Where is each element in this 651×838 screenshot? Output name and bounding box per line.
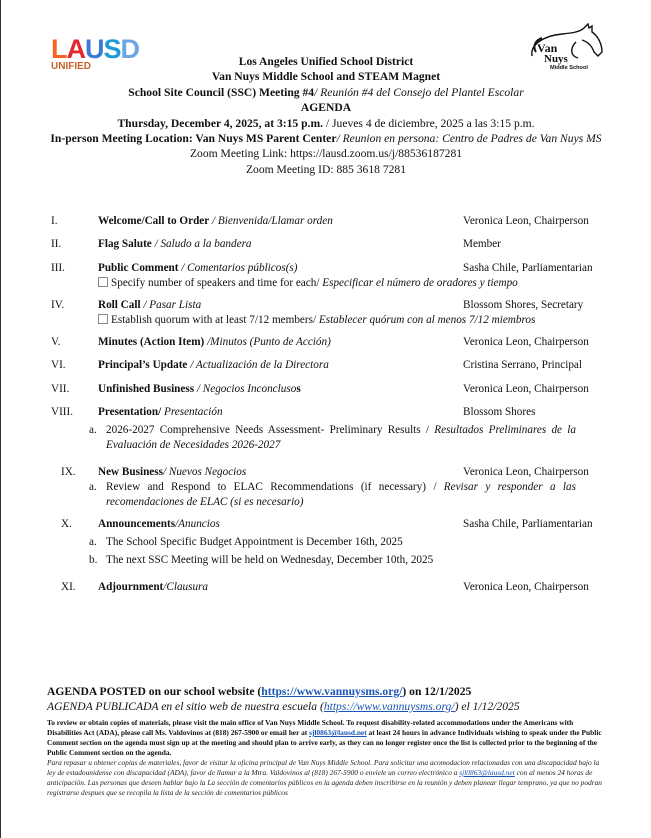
accommodation-notice-en: To review or obtain copies of materials, please visit the main office of Van Nuys Middle School. To request disability-related accommodations under the Americans with Disabilities Act (ADA), please call Ms. Valdovinos at (818) 267-5900 or email her at sjl0863@lausd.net at least 24 hours in advance Individuals wishing to speak under the Public Comment section on the agenda must sign up at the meeting and should plan to arrive early, as they can no longer register once the list is collected prior to the beginning of the Public Comment section on the agenda. bbox=[47, 718, 602, 757]
meeting-title: School Site Council (SSC) Meeting #4/ Reunión #4 del Consejo del Plantel Escolar bbox=[128, 85, 524, 99]
logo-text-nuys: Nuys bbox=[544, 53, 568, 65]
item-title: Adjournment/Clausura bbox=[98, 581, 209, 593]
item-presenter: Veronica Leon, Chairperson bbox=[463, 581, 589, 593]
item-presenter: Sasha Chile, Parliamentarian bbox=[463, 518, 593, 530]
item-presenter: Sasha Chile, Parliamentarian bbox=[463, 262, 593, 274]
item-title: Unfinished Business / Negocios Inconclusos bbox=[98, 383, 301, 395]
item-title: Minutes (Action Item) /Minutos (Punto de Acción) bbox=[98, 336, 331, 348]
item-presenter: Veronica Leon, Chairperson bbox=[463, 215, 589, 227]
zoom-link[interactable]: Zoom Meeting Link: https://lausd.zoom.us/j/88536187281 bbox=[189, 147, 463, 161]
agenda-item bbox=[1, 404, 651, 420]
agenda-posted-en: AGENDA POSTED on our school website (https://www.vannuysms.org/) on 12/1/2025 bbox=[47, 685, 472, 698]
school-website-link[interactable]: https://www.vannuysms.org/ bbox=[261, 685, 403, 698]
item-number: XI. bbox=[61, 581, 76, 593]
agenda-item bbox=[1, 297, 651, 313]
item-number: VII. bbox=[51, 383, 70, 395]
agenda-item bbox=[1, 260, 651, 276]
email-link-es[interactable]: sjl0863@lausd.net bbox=[459, 768, 515, 777]
item-presenter: Cristina Serrano, Principal bbox=[463, 359, 582, 371]
item-title: Roll Call / Pasar Lista bbox=[98, 299, 202, 311]
item-title: Announcements/Anuncios bbox=[98, 518, 220, 530]
item-presenter: Blossom Shores, Secretary bbox=[463, 299, 584, 311]
item-presenter: Veronica Leon, Chairperson bbox=[463, 383, 589, 395]
logo-text-middle-school: Middle School bbox=[550, 65, 588, 71]
document-header bbox=[1, 54, 651, 177]
item-title: Principal’s Update / Actualización de la Directora bbox=[98, 359, 329, 371]
accommodation-notice-es: Para repasar u obtener copias de materiales, favor de visitar la oficina principal de Van Nuys Middle School. Para solicitar una acomodacion relacionadas con una discapacidad bajo la ley de estadounidense con discapacidad (ADA), favor de llamar a la Mtra. Valdovinos al (818) 267-5900 o envíele un correo electrónico a sjl0863@lausd.net con al menos 24 horas de anticipación. Las personas que deseen hablar bajo la La sección de comentarios públicos en la agenda deben inscribirse en la reunión y deben planear llegar temprano, ya que no podran registrarse despues que se recopila la lista de la sección de comentarios públicos bbox=[47, 758, 602, 797]
item-number: III. bbox=[51, 262, 65, 274]
email-link[interactable]: sjl0863@lausd.net bbox=[309, 728, 367, 737]
agenda-item bbox=[1, 381, 651, 397]
item-title: Public Comment / Comentarios públicos(s) bbox=[98, 262, 298, 274]
zoom-id: Zoom Meeting ID: 885 3618 7281 bbox=[245, 162, 407, 176]
item-number: II. bbox=[51, 238, 62, 250]
item-title: Presentation/ Presentación bbox=[98, 406, 223, 418]
item-note: Establish quorum with at least 7/12 members/ Establecer quórum con al menos 7/12 miembros bbox=[98, 313, 535, 327]
checkbox-bullet-icon bbox=[98, 277, 108, 287]
agenda-item bbox=[1, 464, 651, 480]
item-number: VIII. bbox=[51, 406, 74, 418]
item-presenter: Veronica Leon, Chairperson bbox=[463, 336, 589, 348]
agenda-heading: AGENDA bbox=[300, 101, 352, 115]
district-name: Los Angeles Unified School District bbox=[238, 55, 414, 68]
logo-text-van: Van bbox=[537, 41, 558, 55]
item-presenter: Veronica Leon, Chairperson bbox=[463, 466, 589, 478]
agenda-item bbox=[1, 516, 651, 532]
item-title: New Business/ Nuevos Negocios bbox=[98, 466, 247, 478]
item-presenter: Blossom Shores bbox=[463, 406, 536, 418]
lausd-wordmark: LAUSD bbox=[51, 34, 140, 64]
item-number: I. bbox=[51, 215, 58, 227]
item-note: Specify number of speakers and time for each/ Especificar el número de oradores y tiempo bbox=[98, 276, 518, 290]
agenda-item bbox=[1, 334, 651, 350]
item-presenter: Member bbox=[463, 238, 501, 250]
school-name: Van Nuys Middle School and STEAM Magnet bbox=[211, 70, 441, 84]
item-number: IV. bbox=[51, 299, 65, 311]
agenda-item bbox=[1, 213, 651, 229]
item-title: Welcome/Call to Order / Bienvenida/Llamar orden bbox=[98, 215, 333, 227]
lausd-unified-label: UNIFIED bbox=[51, 61, 91, 72]
meeting-location: In-person Meeting Location: Van Nuys MS Parent Center/ Reunion en persona: Centro de Padres de Van Nuys MS bbox=[50, 132, 602, 146]
item-number: IX. bbox=[61, 466, 76, 478]
item-number: VI. bbox=[51, 359, 66, 371]
school-website-link-es[interactable]: https://www.vannuysms.org/ bbox=[323, 700, 455, 713]
agenda-item bbox=[1, 236, 651, 252]
item-number: X. bbox=[61, 518, 72, 530]
checkbox-bullet-icon bbox=[98, 314, 108, 324]
agenda-item bbox=[1, 357, 651, 373]
meeting-date: Thursday, December 4, 2025, at 3:15 p.m. / Jueves 4 de diciembre, 2025 a las 3:15 p.m. bbox=[117, 116, 535, 130]
item-title: Flag Salute / Saludo a la bandera bbox=[98, 238, 252, 250]
agenda-posted-es: AGENDA PUBLICADA en el sitio web de nuestra escuela (https://www.vannuysms.org/) el 1/12/2025 bbox=[47, 700, 520, 713]
footer-notices bbox=[47, 684, 607, 798]
agenda-item bbox=[1, 579, 651, 595]
item-number: V. bbox=[51, 336, 61, 348]
